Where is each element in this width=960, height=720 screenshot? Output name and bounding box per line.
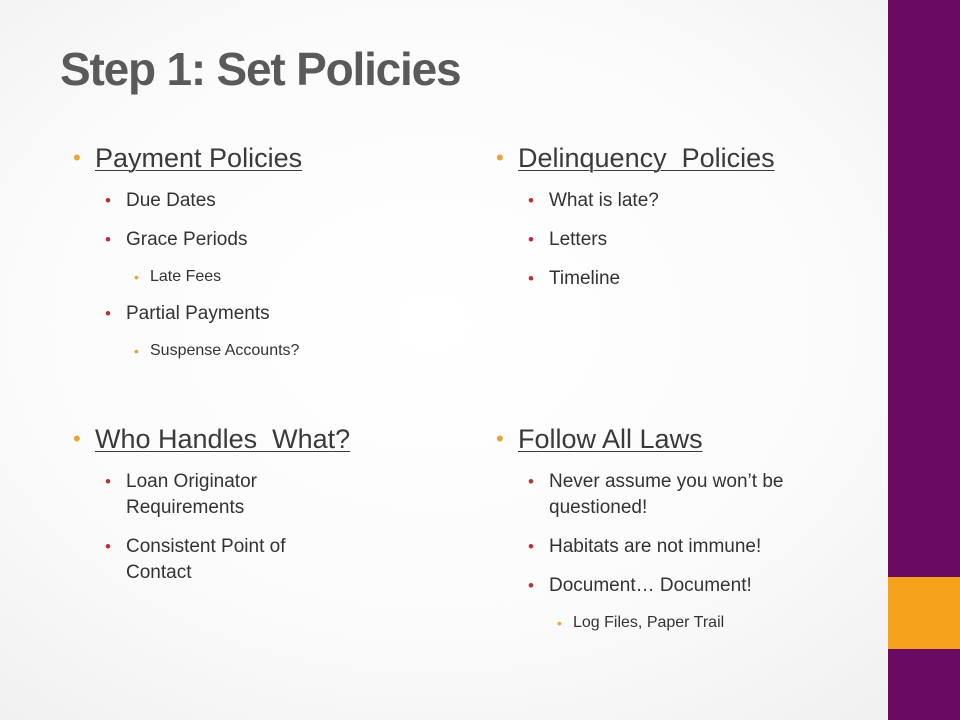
bullet-icon: • <box>528 230 534 249</box>
section-heading: Who Handles What? <box>95 424 351 454</box>
bullet-icon: • <box>528 191 534 210</box>
list-item: • Letters <box>496 227 876 253</box>
list-item: • Partial Payments <box>73 301 433 327</box>
list-item: • Never assume you won’t be questioned! <box>528 471 784 518</box>
bullet-icon: • <box>73 426 81 451</box>
bullet-icon: • <box>134 343 139 359</box>
bullet-icon: • <box>557 615 562 631</box>
section-heading: Payment Policies <box>95 143 303 173</box>
sub-list-item: • Late Fees <box>73 266 433 288</box>
bullet-icon: • <box>134 269 139 285</box>
list-item: • Timeline <box>496 266 876 292</box>
sub-list-item: • Log Files, Paper Trail <box>496 612 866 634</box>
list-item: • Consistent Point of Contact <box>105 536 286 583</box>
slide-title: Step 1: Set Policies <box>60 43 461 95</box>
list-item: • Habitats are not immune! <box>496 534 869 560</box>
section-payment-policies <box>73 141 433 362</box>
bullet-icon: • <box>105 472 111 491</box>
list-item: • What is late? <box>496 188 876 214</box>
bullet-icon: • <box>528 537 534 556</box>
bullet-icon: • <box>105 191 111 210</box>
list-item: • Loan Originator Requirements <box>105 471 257 518</box>
bullet-icon: • <box>105 304 111 323</box>
section-delinquency-policies <box>496 141 876 292</box>
list-item: • Grace Periods <box>73 227 433 253</box>
section-heading: Follow All Laws <box>518 424 703 454</box>
list-item: • Document… Document! <box>496 573 869 599</box>
bullet-icon: • <box>496 145 504 170</box>
bullet-icon: • <box>528 472 534 491</box>
bullet-icon: • <box>105 537 111 556</box>
list-item: • Due Dates <box>73 188 433 214</box>
orange-accent-block <box>888 577 960 649</box>
section-heading: Delinquency Policies <box>518 143 775 173</box>
section-who-handles-what <box>73 422 403 586</box>
bullet-icon: • <box>73 145 81 170</box>
bullet-icon: • <box>496 426 504 451</box>
bullet-icon: • <box>528 269 534 288</box>
bullet-icon: • <box>105 230 111 249</box>
section-follow-all-laws <box>496 422 866 634</box>
sub-list-item: • Suspense Accounts? <box>73 340 433 362</box>
bullet-icon: • <box>528 576 534 595</box>
